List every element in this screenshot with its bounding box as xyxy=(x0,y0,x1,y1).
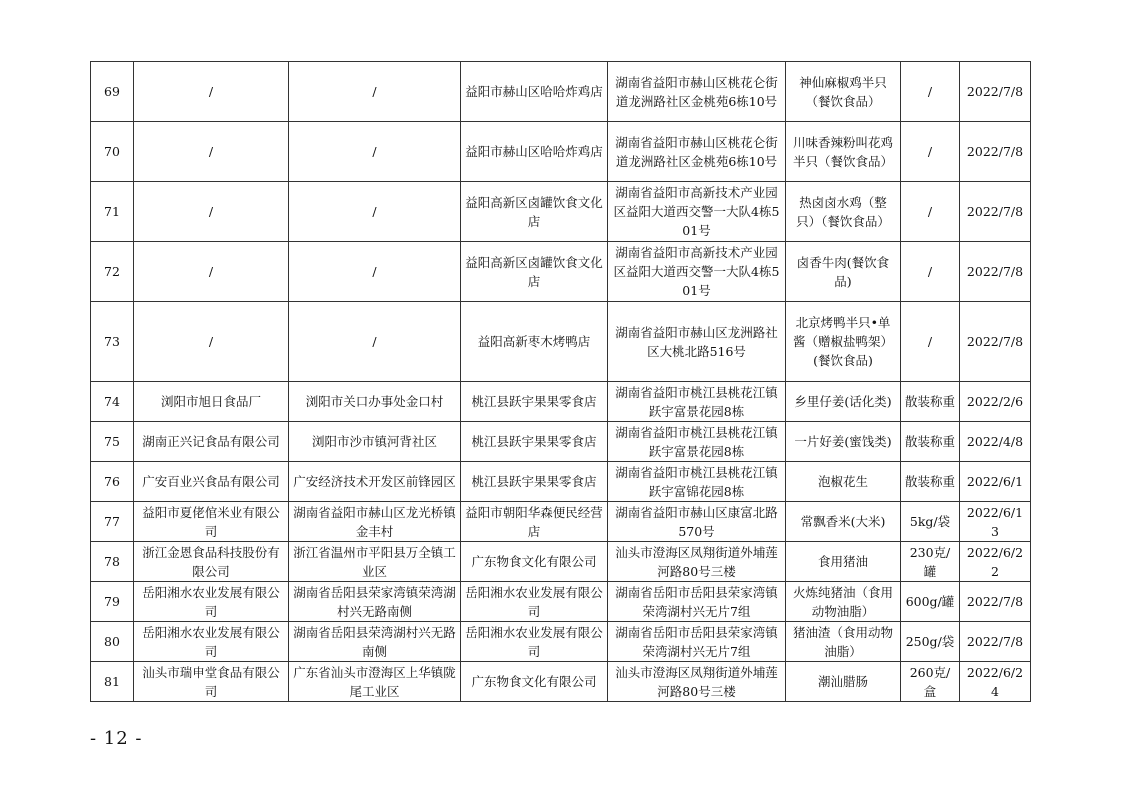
cell-producer: / xyxy=(134,122,289,182)
cell-producer: 岳阳湘水农业发展有限公司 xyxy=(134,622,289,662)
table-row xyxy=(91,422,1031,462)
cell-producer: 广安百业兴食品有限公司 xyxy=(134,462,289,502)
cell-no: 75 xyxy=(91,422,134,462)
cell-seller-addr: 汕头市澄海区凤翔街道外埔莲河路80号三楼 xyxy=(608,662,786,702)
cell-producer-addr: / xyxy=(289,62,461,122)
cell-seller-addr: 汕头市澄海区凤翔街道外埔莲河路80号三楼 xyxy=(608,542,786,582)
cell-spec: / xyxy=(901,62,960,122)
cell-product: 乡里仔姜(话化类) xyxy=(786,382,901,422)
cell-spec: / xyxy=(901,242,960,302)
cell-seller-addr: 湖南省益阳市桃江县桃花江镇跃宇富景花园8栋 xyxy=(608,382,786,422)
table-row xyxy=(91,502,1031,542)
cell-seller-addr: 湖南省岳阳市岳阳县荣家湾镇荣湾湖村兴无片7组 xyxy=(608,582,786,622)
cell-product: 北京烤鸭半只•单酱（赠椒盐鸭架）(餐饮食品) xyxy=(786,302,901,382)
cell-producer: 益阳市夏佬倌米业有限公司 xyxy=(134,502,289,542)
cell-spec: 散装称重 xyxy=(901,382,960,422)
cell-date: 2022/2/6 xyxy=(960,382,1031,422)
cell-seller: 益阳高新区卤罐饮食文化店 xyxy=(461,242,608,302)
cell-spec: 散装称重 xyxy=(901,462,960,502)
cell-product: 食用猪油 xyxy=(786,542,901,582)
cell-producer-addr: / xyxy=(289,242,461,302)
cell-spec: 600g/罐 xyxy=(901,582,960,622)
cell-producer-addr: 浙江省温州市平阳县万全镇工业区 xyxy=(289,542,461,582)
cell-seller-addr: 湖南省益阳市桃江县桃花江镇跃宇富锦花园8栋 xyxy=(608,462,786,502)
table-row xyxy=(91,622,1031,662)
cell-seller-addr: 湖南省益阳市赫山区桃花仑街道龙洲路社区金桃苑6栋10号 xyxy=(608,122,786,182)
cell-seller-addr: 湖南省岳阳市岳阳县荣家湾镇荣湾湖村兴无片7组 xyxy=(608,622,786,662)
cell-no: 74 xyxy=(91,382,134,422)
cell-seller: 桃江县跃宇果果零食店 xyxy=(461,382,608,422)
cell-seller-addr: 湖南省益阳市赫山区康富北路570号 xyxy=(608,502,786,542)
cell-no: 70 xyxy=(91,122,134,182)
table-row xyxy=(91,582,1031,622)
cell-seller-addr: 湖南省益阳市高新技术产业园区益阳大道西交警一大队4栋501号 xyxy=(608,182,786,242)
cell-spec: / xyxy=(901,122,960,182)
table-row xyxy=(91,242,1031,302)
page-number: - 12 - xyxy=(90,728,143,749)
cell-no: 81 xyxy=(91,662,134,702)
cell-spec: 250g/袋 xyxy=(901,622,960,662)
cell-seller-addr: 湖南省益阳市桃江县桃花江镇跃宇富景花园8栋 xyxy=(608,422,786,462)
cell-product: 卤香牛肉(餐饮食品) xyxy=(786,242,901,302)
cell-producer-addr: 浏阳市关口办事处金口村 xyxy=(289,382,461,422)
cell-seller-addr: 湖南省益阳市赫山区龙洲路社区大桃北路516号 xyxy=(608,302,786,382)
cell-date: 2022/6/24 xyxy=(960,662,1031,702)
table-row xyxy=(91,182,1031,242)
cell-no: 80 xyxy=(91,622,134,662)
cell-producer-addr: / xyxy=(289,122,461,182)
cell-date: 2022/7/8 xyxy=(960,242,1031,302)
cell-seller-addr: 湖南省益阳市高新技术产业园区益阳大道西交警一大队4栋501号 xyxy=(608,242,786,302)
cell-seller: 岳阳湘水农业发展有限公司 xyxy=(461,582,608,622)
cell-product: 泡椒花生 xyxy=(786,462,901,502)
cell-seller: 桃江县跃宇果果零食店 xyxy=(461,462,608,502)
cell-producer-addr: / xyxy=(289,302,461,382)
cell-date: 2022/4/8 xyxy=(960,422,1031,462)
cell-date: 2022/7/8 xyxy=(960,122,1031,182)
cell-date: 2022/7/8 xyxy=(960,62,1031,122)
cell-product: 火炼纯猪油（食用动物油脂） xyxy=(786,582,901,622)
cell-producer-addr: 广安经济技术开发区前锋园区 xyxy=(289,462,461,502)
table-row xyxy=(91,302,1031,382)
cell-product: 川味香辣粉叫花鸡半只（餐饮食品） xyxy=(786,122,901,182)
cell-product: 神仙麻椒鸡半只（餐饮食品） xyxy=(786,62,901,122)
cell-producer-addr: 湖南省岳阳县荣家湾镇荣湾湖村兴无路南侧 xyxy=(289,582,461,622)
cell-date: 2022/6/13 xyxy=(960,502,1031,542)
cell-producer: 浏阳市旭日食品厂 xyxy=(134,382,289,422)
cell-product: 一片好姜(蜜饯类) xyxy=(786,422,901,462)
cell-seller-addr: 湖南省益阳市赫山区桃花仑街道龙洲路社区金桃苑6栋10号 xyxy=(608,62,786,122)
cell-producer: 岳阳湘水农业发展有限公司 xyxy=(134,582,289,622)
cell-date: 2022/7/8 xyxy=(960,182,1031,242)
cell-spec: / xyxy=(901,302,960,382)
product-table xyxy=(90,61,1031,702)
cell-date: 2022/7/8 xyxy=(960,582,1031,622)
cell-date: 2022/6/22 xyxy=(960,542,1031,582)
table-row xyxy=(91,62,1031,122)
cell-date: 2022/6/1 xyxy=(960,462,1031,502)
cell-product: 潮汕腊肠 xyxy=(786,662,901,702)
cell-producer-addr: 广东省汕头市澄海区上华镇陇尾工业区 xyxy=(289,662,461,702)
cell-spec: 散装称重 xyxy=(901,422,960,462)
cell-no: 78 xyxy=(91,542,134,582)
cell-date: 2022/7/8 xyxy=(960,302,1031,382)
cell-producer: 汕头市瑞申堂食品有限公司 xyxy=(134,662,289,702)
cell-seller: 益阳高新枣木烤鸭店 xyxy=(461,302,608,382)
cell-product: 猪油渣（食用动物油脂） xyxy=(786,622,901,662)
cell-producer-addr: / xyxy=(289,182,461,242)
cell-spec: 260克/盒 xyxy=(901,662,960,702)
cell-seller: 岳阳湘水农业发展有限公司 xyxy=(461,622,608,662)
cell-no: 71 xyxy=(91,182,134,242)
cell-producer: 浙江金恩食品科技股份有限公司 xyxy=(134,542,289,582)
cell-product: 常飘香米(大米) xyxy=(786,502,901,542)
cell-spec: 5kg/袋 xyxy=(901,502,960,542)
cell-seller: 益阳市赫山区哈哈炸鸡店 xyxy=(461,122,608,182)
table-row xyxy=(91,662,1031,702)
cell-producer-addr: 湖南省益阳市赫山区龙光桥镇金丰村 xyxy=(289,502,461,542)
cell-spec: / xyxy=(901,182,960,242)
cell-seller: 益阳市朝阳华森便民经营店 xyxy=(461,502,608,542)
cell-producer-addr: 湖南省岳阳县荣湾湖村兴无路南侧 xyxy=(289,622,461,662)
cell-seller: 广东物食文化有限公司 xyxy=(461,542,608,582)
cell-seller: 益阳高新区卤罐饮食文化店 xyxy=(461,182,608,242)
cell-no: 79 xyxy=(91,582,134,622)
cell-producer: / xyxy=(134,302,289,382)
cell-seller: 益阳市赫山区哈哈炸鸡店 xyxy=(461,62,608,122)
cell-no: 76 xyxy=(91,462,134,502)
cell-no: 77 xyxy=(91,502,134,542)
cell-seller: 桃江县跃宇果果零食店 xyxy=(461,422,608,462)
cell-producer: / xyxy=(134,242,289,302)
cell-producer: 湖南正兴记食品有限公司 xyxy=(134,422,289,462)
cell-producer-addr: 浏阳市沙市镇河背社区 xyxy=(289,422,461,462)
cell-date: 2022/7/8 xyxy=(960,622,1031,662)
cell-producer: / xyxy=(134,182,289,242)
cell-seller: 广东物食文化有限公司 xyxy=(461,662,608,702)
table-row xyxy=(91,462,1031,502)
table-row xyxy=(91,542,1031,582)
cell-product: 热卤卤水鸡（整只）（餐饮食品） xyxy=(786,182,901,242)
cell-no: 72 xyxy=(91,242,134,302)
cell-no: 69 xyxy=(91,62,134,122)
table-row xyxy=(91,382,1031,422)
cell-no: 73 xyxy=(91,302,134,382)
cell-producer: / xyxy=(134,62,289,122)
cell-spec: 230克/罐 xyxy=(901,542,960,582)
table-row xyxy=(91,122,1031,182)
